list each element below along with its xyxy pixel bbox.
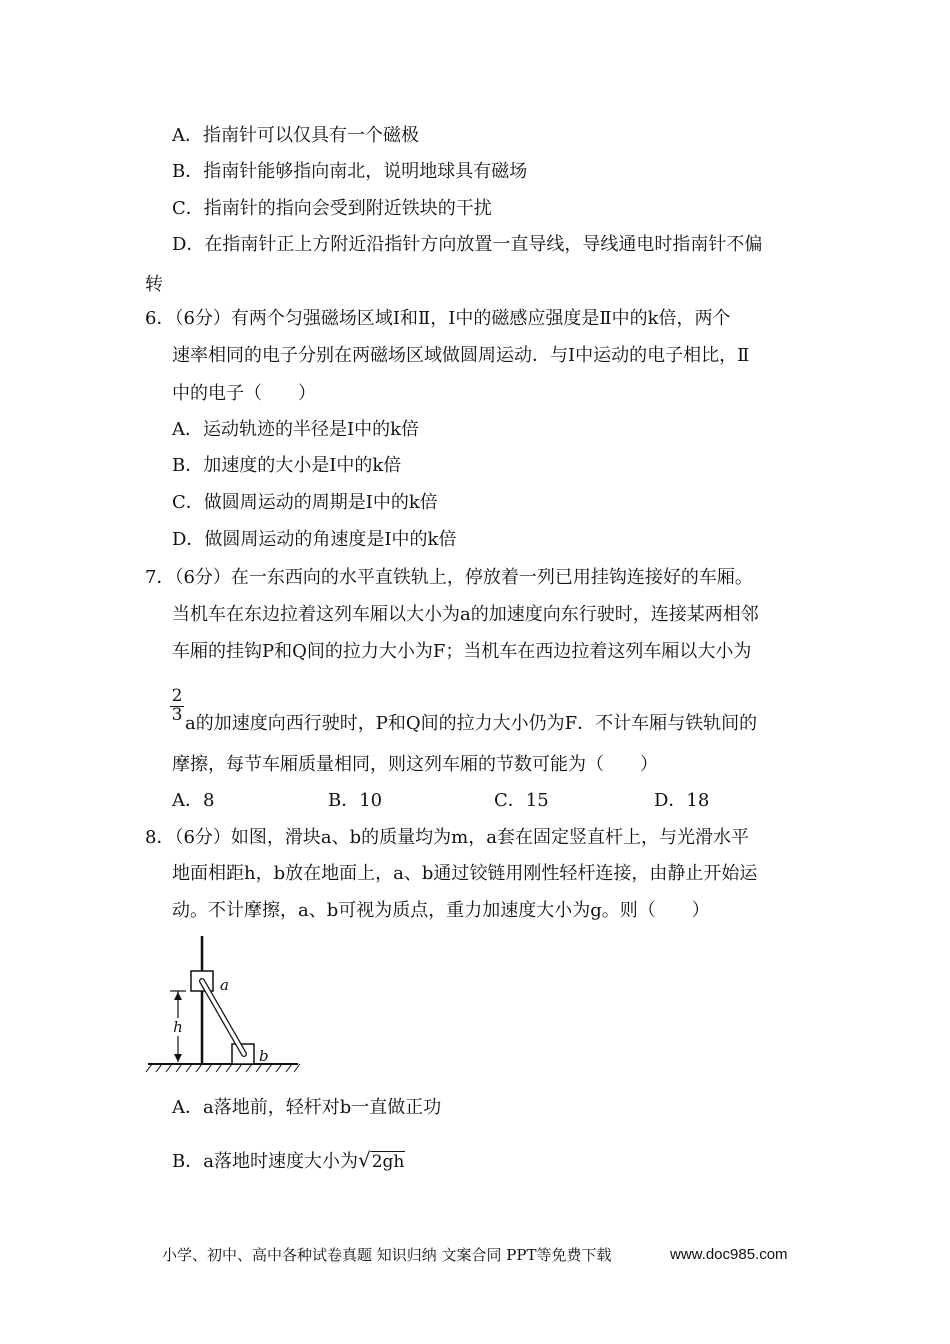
fraction-denominator: 3	[171, 705, 183, 725]
q8-stem-line3: 动。不计摩擦，a、b可视为质点，重力加速度大小为g。则（ ）	[172, 900, 710, 921]
q5-option-a: A．指南针可以仅具有一个磁极	[172, 125, 419, 146]
fraction-two-thirds	[170, 688, 184, 724]
q6-option-c: C．做圆周运动的周期是Ⅰ中的k倍	[172, 492, 438, 513]
footer-promo-text: 小学、初中、高中各种试卷真题 知识归纳 文案合同 PPT等免费下载	[162, 1246, 612, 1264]
q8-stem-line1: 8．（6分）如图，滑块a、b的质量均为m，a套在固定竖直杆上，与光滑水平	[145, 827, 749, 848]
q6-stem-line1: 6．（6分）有两个匀强磁场区域Ⅰ和Ⅱ，I中的磁感应强度是Ⅱ中的k倍，两个	[145, 308, 731, 329]
q6-option-a: A．运动轨迹的半径是Ⅰ中的k倍	[172, 419, 420, 440]
q7-stem-line1: 7．（6分）在一东西向的水平直铁轨上，停放着一列已用挂钩连接好的车厢。	[145, 567, 753, 588]
q5-option-d-line1: D．在指南针正上方附近沿指针方向放置一直导线，导线通电时指南针不偏	[172, 234, 763, 255]
q7-stem-line5: 摩擦，每节车厢质量相同，则这列车厢的节数可能为（ ）	[172, 754, 658, 775]
q5-option-c: C．指南针的指向会受到附近铁块的干扰	[172, 198, 492, 219]
q7-option-d: D．18	[654, 790, 710, 811]
q6-stem-line2: 速率相同的电子分别在两磁场区域做圆周运动．与Ⅰ中运动的电子相比，Ⅱ	[172, 345, 750, 366]
q7-option-c: C．15	[494, 790, 549, 811]
sqrt-sign-icon: √	[357, 1148, 371, 1172]
sqrt-expression	[358, 1148, 405, 1174]
h-arrow-up	[174, 992, 182, 1000]
q7-stem-line2: 当机车在东边拉着这列车厢以大小为a的加速度向东行驶时，连接某两相邻	[172, 604, 759, 625]
label-a: a	[220, 976, 229, 994]
q7-stem-line4: a的加速度向西行驶时，P和Q间的拉力大小仍为F．不计车厢与铁轨间的	[185, 713, 758, 734]
label-b: b	[259, 1047, 269, 1065]
q7-option-a: A．8	[172, 790, 215, 811]
q6-stem-line3: 中的电子（ ）	[172, 383, 316, 404]
q6-option-b: B．加速度的大小是Ⅰ中的k倍	[172, 455, 402, 476]
h-arrow-down	[174, 1054, 182, 1062]
q6-option-d: D．做圆周运动的角速度是Ⅰ中的k倍	[172, 529, 457, 550]
sqrt-radicand: 2gh	[371, 1152, 405, 1172]
q7-option-b: B．10	[328, 790, 383, 811]
q8-option-b-prefix: B．a落地时速度大小为	[172, 1151, 358, 1172]
label-h: h	[173, 1018, 183, 1036]
slider-rod-figure	[140, 930, 310, 1080]
q8-option-a: A．a落地前，轻杆对b一直做正功	[172, 1097, 442, 1118]
q8-stem-line2: 地面相距h，b放在地面上，a、b通过铰链用刚性轻杆连接，由静止开始运	[172, 863, 758, 884]
q8-option-b	[172, 1148, 405, 1174]
footer-website: www.doc985.com	[670, 1246, 788, 1263]
ground-hatching	[146, 1064, 300, 1072]
q5-option-b: B．指南针能够指向南北，说明地球具有磁场	[172, 161, 528, 182]
fraction-numerator: 2	[171, 686, 183, 706]
q5-option-d-line2: 转	[145, 274, 163, 295]
q7-stem-line3: 车厢的挂钩P和Q间的拉力大小为F；当机车在西边拉着这列车厢以大小为	[172, 641, 752, 662]
